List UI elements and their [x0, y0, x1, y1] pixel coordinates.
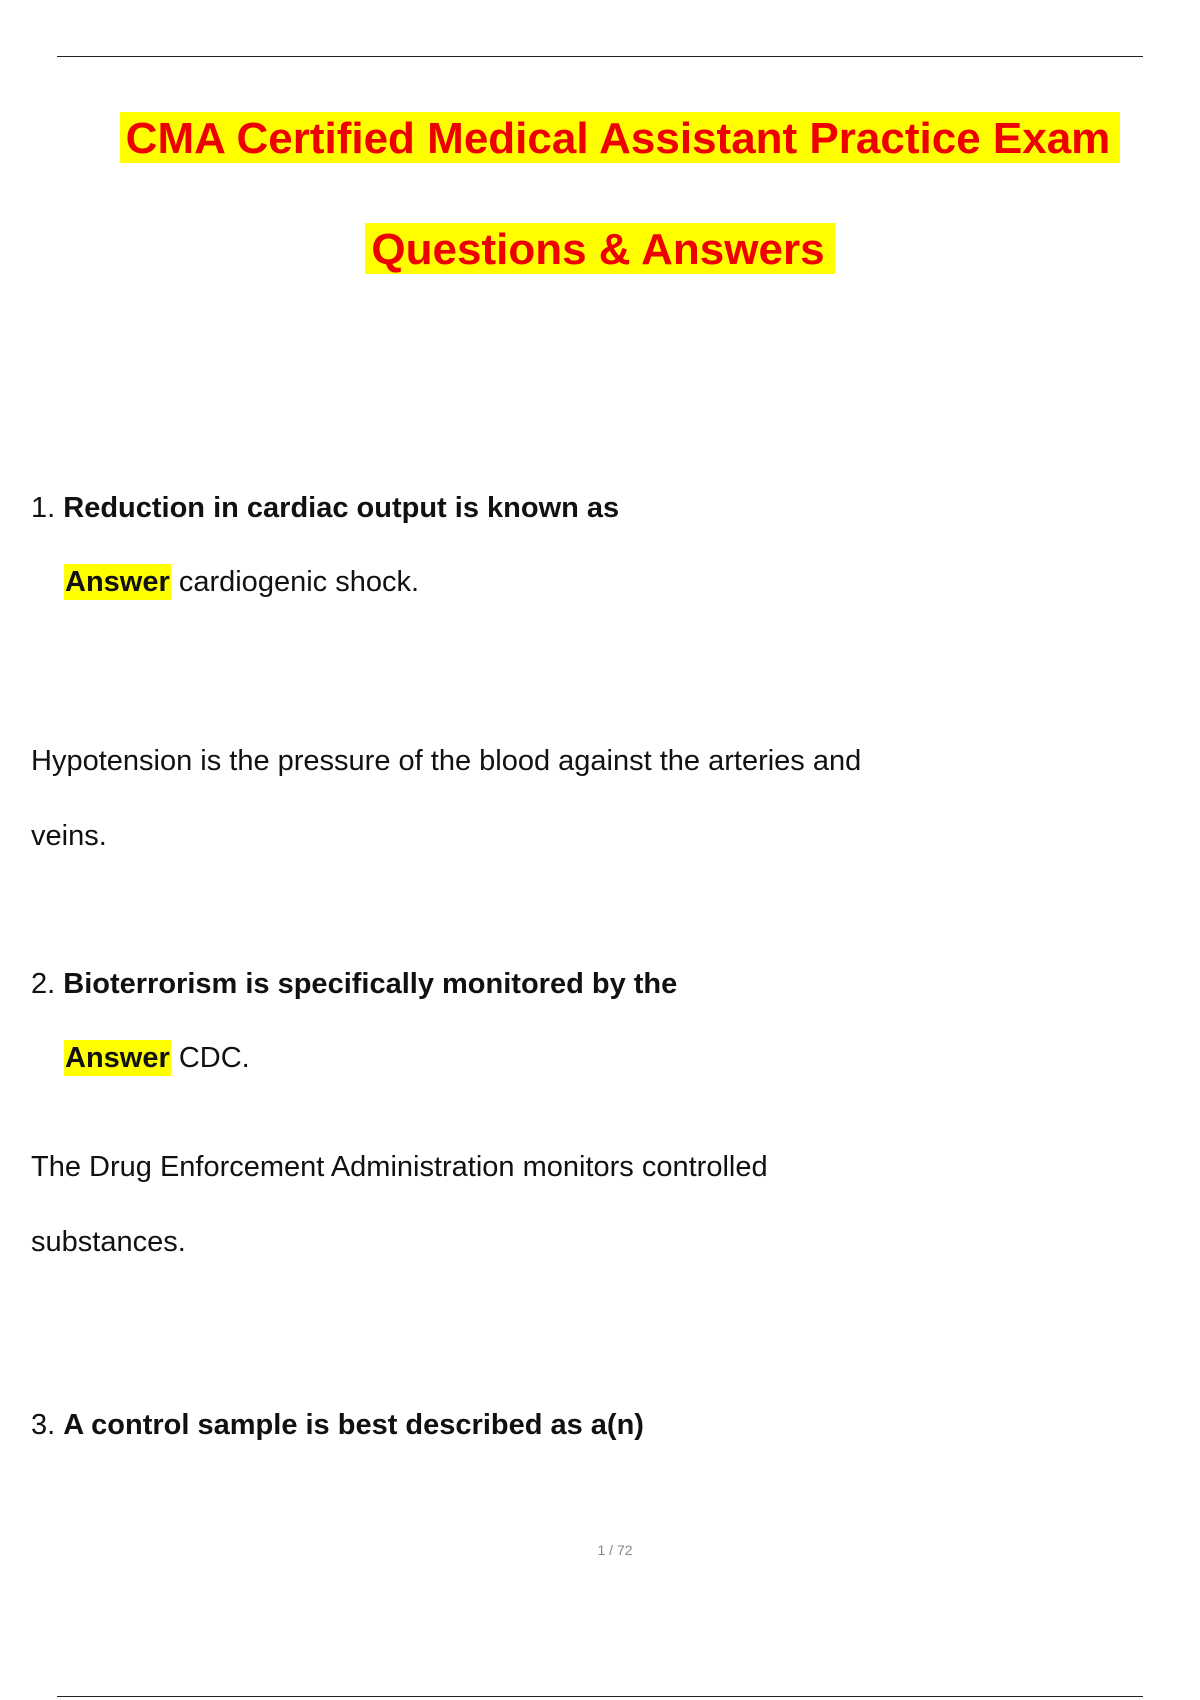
- question-2-number: 2.: [31, 968, 56, 1000]
- answer-1-text: cardiogenic shock.: [178, 566, 420, 598]
- answer-1: [64, 564, 419, 600]
- question-3-number: 3.: [31, 1409, 56, 1441]
- answer-1-label: Answer: [65, 566, 170, 598]
- explanation-2-line-1: The Drug Enforcement Administration monitors controlled: [31, 1151, 768, 1183]
- explanation-1-line-1: Hypotension is the pressure of the blood against the arteries and: [31, 745, 862, 777]
- bottom-rule: [57, 1696, 1143, 1697]
- answer-2-text: CDC.: [178, 1042, 250, 1074]
- question-3: [31, 1407, 644, 1443]
- question-1: [31, 490, 619, 526]
- question-1-number: 1.: [31, 492, 56, 524]
- document-title-line-2: [0, 222, 1200, 278]
- document-title-line-1: [20, 111, 1200, 167]
- title-highlight-1: CMA Certified Medical Assistant Practice Exam: [120, 112, 1121, 163]
- question-2: [31, 966, 677, 1002]
- top-rule: [57, 56, 1143, 57]
- question-3-text: A control sample is best described as a(n): [63, 1409, 644, 1441]
- explanation-2-line-2: substances.: [31, 1226, 186, 1258]
- title-highlight-2: Questions & Answers: [365, 223, 834, 274]
- explanation-1-line-2: veins.: [31, 820, 107, 852]
- page-number: 1 / 72: [597, 1542, 633, 1558]
- question-1-text: Reduction in cardiac output is known as: [63, 492, 620, 524]
- answer-2: [64, 1040, 250, 1076]
- question-2-text: Bioterrorism is specifically monitored by the: [63, 968, 678, 1000]
- answer-2-label: Answer: [65, 1042, 170, 1074]
